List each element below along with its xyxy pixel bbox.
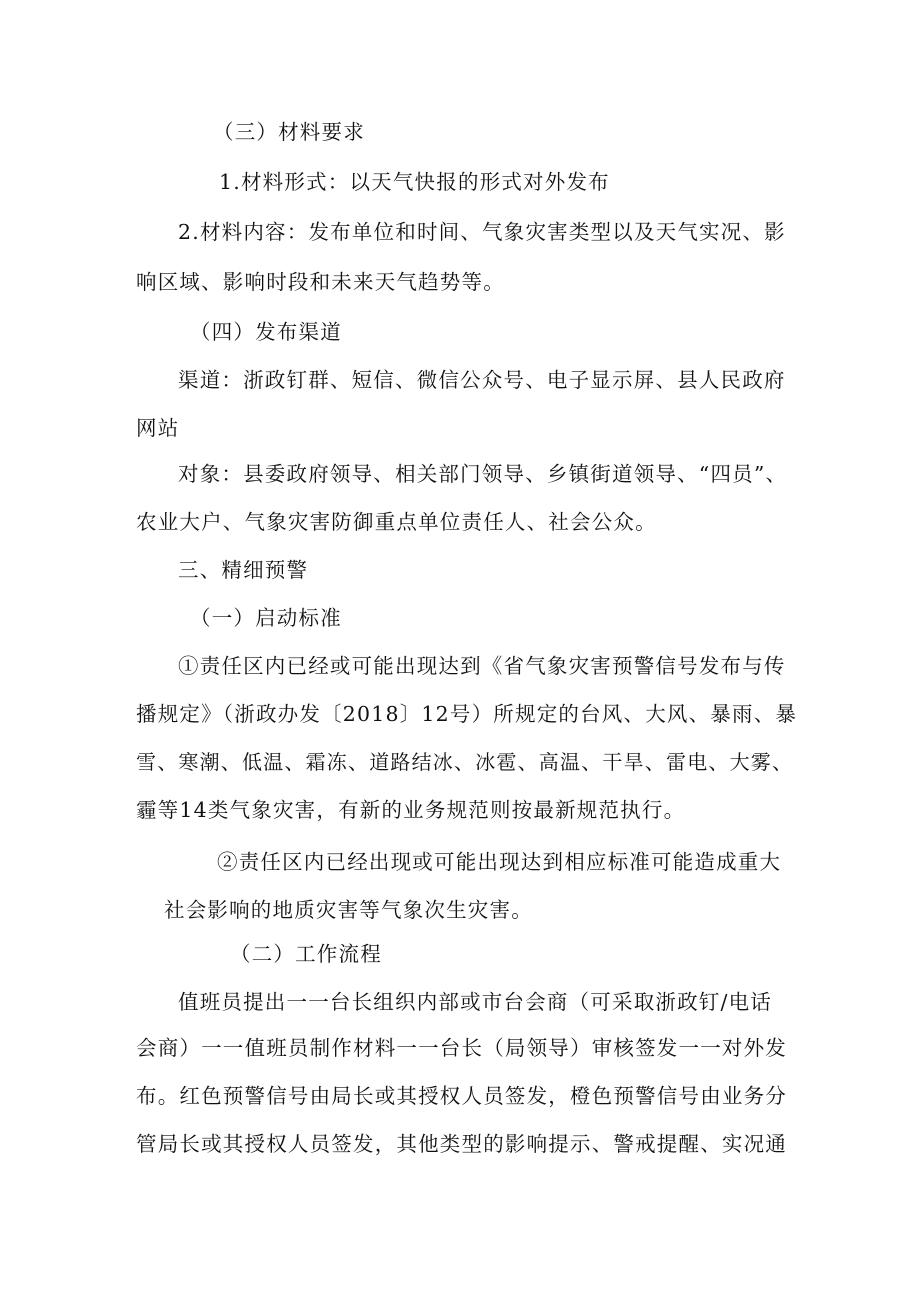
paragraph-line: ①责任区内已经或可能出现达到《省气象灾害预警信号发布与传 [178,654,786,678]
paragraph-line: 雪、寒潮、低温、霜冻、道路结冰、冰雹、高温、干旱、雷电、大雾、 [136,750,794,774]
paragraph-line: 农业大户、气象灾害防御重点单位责任人、社会公众。 [136,510,657,534]
paragraph-line: 布。红色预警信号由局长或其授权人员签发，橙色预警信号由业务分 [136,1084,787,1108]
paragraph-line: 管局长或其授权人员签发，其他类型的影响提示、警戒提醒、实况通 [136,1132,787,1156]
heading-fine-warning: 三、精细预警 [178,558,309,582]
paragraph-line: 会商）一一值班员制作材料一一台长（局领导）审核签发一一对外发 [136,1036,787,1060]
paragraph-line: 播规定》（浙政办发〔2018〕12号）所规定的台风、大风、暴雨、暴 [136,702,798,726]
paragraph-line: 社会影响的地质灾害等气象次生灾害。 [164,898,533,922]
paragraph-line: ②责任区内已经出现或可能出现达到相应标准可能造成重大 [217,850,782,874]
paragraph-line: 渠道：浙政钉群、短信、微信公众号、电子显示屏、县人民政府 [178,368,786,392]
paragraph-line: 2.材料内容：发布单位和时间、气象灾害类型以及天气实况、影 [178,220,786,244]
paragraph-line: 对象：县委政府领导、相关部门领导、乡镇街道领导、“四员”、 [178,462,788,486]
heading-workflow: （二）工作流程 [230,942,382,966]
paragraph-line: 霾等14类气象灾害，有新的业务规范则按最新规范执行。 [136,798,686,822]
paragraph-line: 响区域、影响时段和未来天气趋势等。 [136,270,505,294]
heading-materials-requirements: （三）材料要求 [213,120,365,144]
heading-release-channels: （四）发布渠道 [190,320,342,344]
paragraph-line: 值班员提出一一台长组织内部或市台会商（可采取浙政钉/电话 [178,990,773,1014]
heading-start-criteria: （一）启动标准 [190,606,342,630]
paragraph-line: 1.材料形式：以天气快报的形式对外发布 [219,170,610,194]
paragraph-line: 网站 [136,416,180,440]
